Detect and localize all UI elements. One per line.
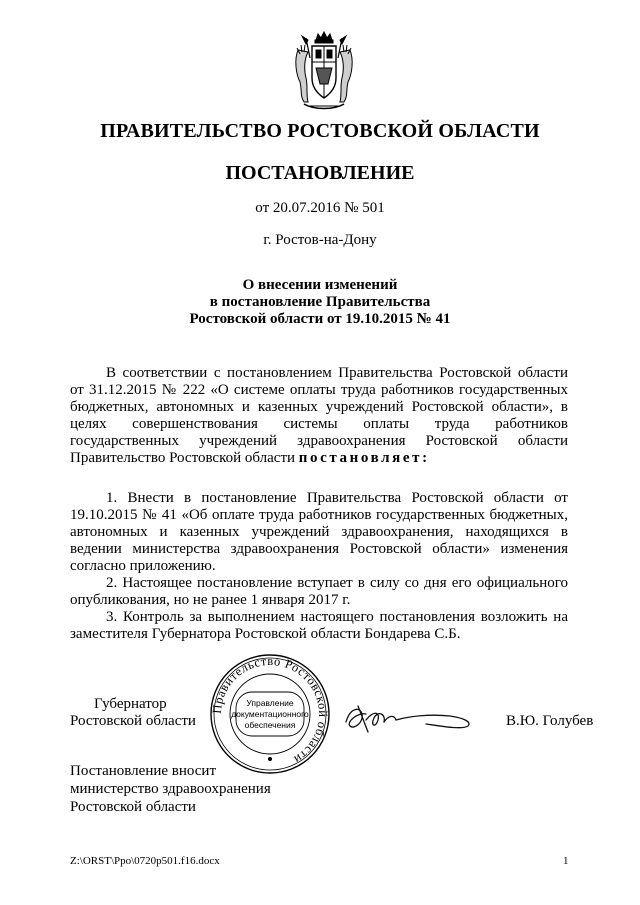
preamble-paragraph (70, 365, 568, 467)
coat-of-arms-icon (292, 30, 356, 114)
place-line: г. Ростов-на-Дону (263, 232, 377, 248)
submission-note (70, 762, 271, 816)
resolution-points (70, 490, 568, 643)
resolution-point: 1. Внести в постановление Правительства Ростовской области от 19.10.2015 № 41 «Об оплате труда работников государственных бюджетных, автономных и казенных учреждений здравоохранения, находящихся в ведении министерства здравоохранения Ростовской области» изменения согласно приложению. (70, 490, 568, 574)
note-line: Постановление вносит (70, 763, 217, 779)
note-line: Ростовской области (70, 799, 196, 815)
signatory-title-line: Губернатор (94, 696, 167, 712)
subject-line: О внесении изменений (242, 277, 398, 293)
document-type: ПОСТАНОВЛЕНИЕ (225, 162, 415, 184)
stamp-inner-line: документационного (231, 709, 309, 719)
date-number-line: от 20.07.2016 № 501 (255, 200, 385, 216)
official-stamp (208, 652, 332, 776)
note-line: министерство здравоохранения (70, 781, 271, 797)
organization-title: ПРАВИТЕЛЬСТВО РОСТОВСКОЙ ОБЛАСТИ (100, 120, 540, 142)
preamble-text: В соответствии с постановлением Правительства Ростовской области от 31.12.2015 № 222 «О системе оплаты труда работников государственных бюджетных, автономных и казенных учреждений Ростовской области», в целях совершенствования системы оплаты труда работников государственных учреждений здравоохранения Ростовской области Правительство Ростовской области (70, 365, 568, 466)
stamp-ring-text: Правительство Ростовской области (209, 653, 331, 767)
resolution-point: 3. Контроль за выполнением настоящего постановления возложить на заместителя Губернатора Ростовской области Бондарева С.Б. (70, 609, 568, 642)
subject-line: в постановление Правительства (209, 294, 431, 310)
resolution-point: 2. Настоящее постановление вступает в силу со дня его официального опубликования, но не ранее 1 января 2017 г. (70, 575, 568, 608)
page-number: 1 (563, 855, 569, 867)
stamp-inner-line: обеспечения (244, 720, 296, 730)
stamp-inner-line: Управление (246, 698, 294, 708)
file-path: Z:\ORST\Ppo\0720p501.f16.docx (70, 855, 220, 867)
handwritten-signature (340, 696, 480, 740)
decree-word: постановляет: (298, 450, 430, 466)
signatory-title (70, 696, 196, 730)
subject-heading (120, 277, 520, 328)
subject-line: Ростовской области от 19.10.2015 № 41 (189, 311, 451, 327)
signatory-name: В.Ю. Голубев (506, 713, 594, 729)
signatory-title-line: Ростовской области (70, 713, 196, 729)
